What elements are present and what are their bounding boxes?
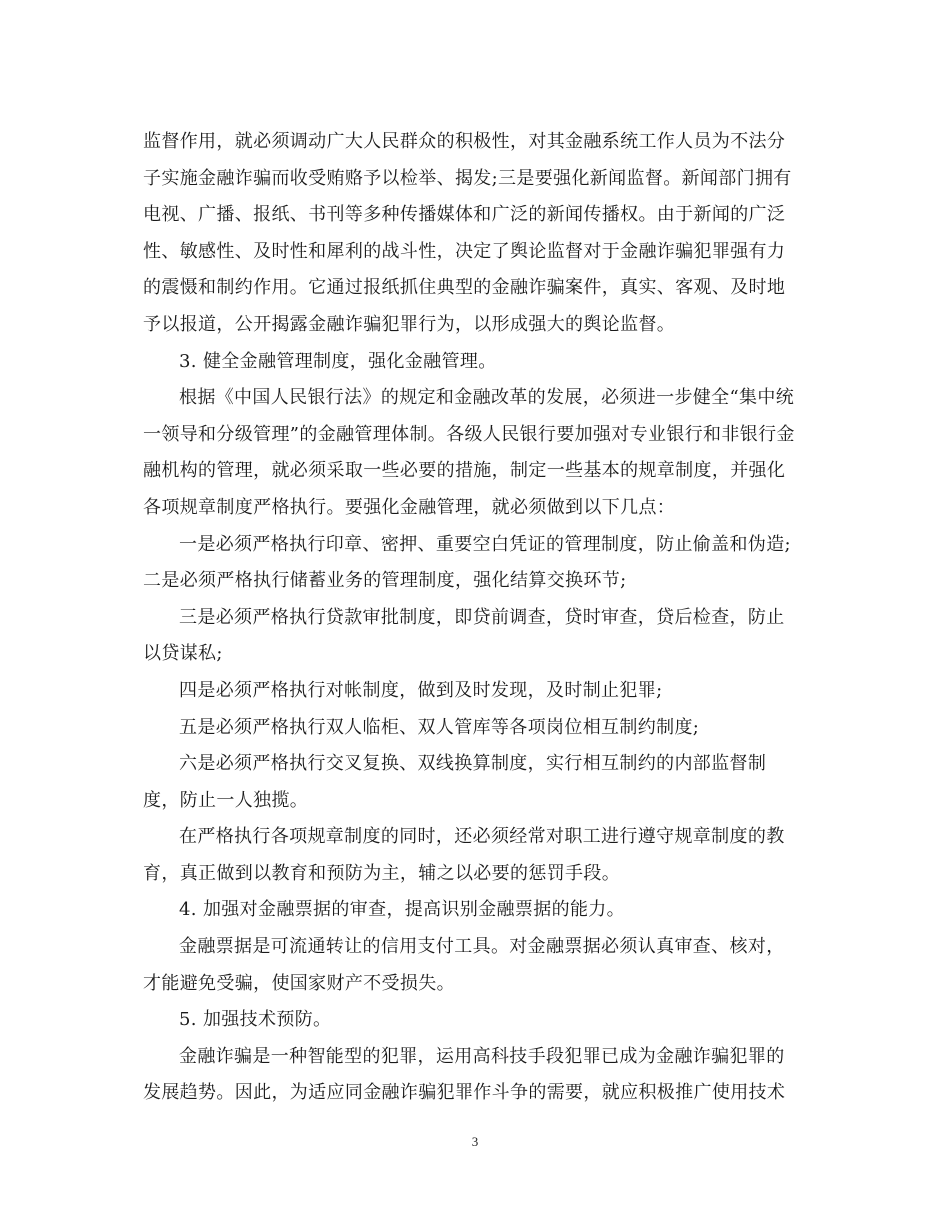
text-line: 三是必须严格执行贷款审批制度，即贷前调查，贷时审查，贷后检查，防止	[179, 606, 785, 628]
text-line: 一是必须严格执行印章、密押、重要空白凭证的管理制度，防止偷盖和伪造;	[179, 533, 791, 555]
text-line: 育，真正做到以教育和预防为主，辅之以必要的惩罚手段。	[143, 862, 621, 884]
body-text	[143, 124, 809, 1112]
text-line: 一领导和分级管理”的金融管理体制。各级人民银行要加强对专业银行和非银行金	[143, 423, 795, 445]
text-line: 度，防止一人独揽。	[143, 789, 309, 811]
text-line: 的震慑和制约作用。它通过报纸抓住典型的金融诈骗案件，真实、客观、及时地	[143, 277, 786, 299]
text-line: 予以报道，公开揭露金融诈骗犯罪行为，以形成强大的舆论监督。	[143, 313, 676, 335]
text-line: 发展趋势。因此，为适应同金融诈骗犯罪作斗争的需要，就应积极推广使用技术	[143, 1082, 786, 1104]
text-line: 3. 健全金融管理制度，强化金融管理。	[179, 350, 497, 372]
text-line: 金融诈骗是一种智能型的犯罪，运用高科技手段犯罪已成为金融诈骗犯罪的	[179, 1045, 785, 1067]
text-line: 六是必须严格执行交叉复换、双线换算制度，实行相互制约的内部监督制	[179, 753, 767, 775]
text-line: 4. 加强对金融票据的审查，提高识别金融票据的能力。	[179, 899, 625, 921]
text-line: 子实施金融诈骗而收受贿赂予以检举、揭发;三是要强化新闻监督。新闻部门拥有	[143, 167, 792, 189]
text-line: 五是必须严格执行双人临柜、双人管库等各项岗位相互制约制度;	[179, 716, 700, 738]
text-line: 在严格执行各项规章制度的同时，还必须经常对职工进行遵守规章制度的教	[179, 826, 785, 848]
text-line: 融机构的管理，就必须采取一些必要的措施，制定一些基本的规章制度，并强化	[143, 460, 786, 482]
text-line: 以贷谋私;	[143, 643, 223, 665]
text-line: 根据《中国人民银行法》的规定和金融改革的发展，必须进一步健全“集中统	[179, 387, 795, 409]
text-line: 各项规章制度严格执行。要强化金融管理，就必须做到以下几点：	[143, 496, 676, 518]
text-line: 性、敏感性、及时性和犀利的战斗性，决定了舆论监督对于金融诈骗犯罪强有力	[143, 240, 786, 262]
text-line: 才能避免受骗，使国家财产不受损失。	[143, 972, 455, 994]
text-line: 监督作用，就必须调动广大人民群众的积极性，对其金融系统工作人员为不法分	[143, 131, 786, 152]
text-line: 金融票据是可流通转让的信用支付工具。对金融票据必须认真审查、核对，	[179, 936, 785, 958]
text-line: 5. 加强技术预防。	[179, 1009, 332, 1031]
text-line: 电视、广播、报纸、书刊等多种传播媒体和广泛的新闻传播权。由于新闻的广泛	[143, 204, 786, 226]
text-line: 二是必须严格执行储蓄业务的管理制度，强化结算交换环节;	[143, 570, 627, 592]
page-number: 3	[471, 1134, 479, 1149]
text-line: 四是必须严格执行对帐制度，做到及时发现，及时制止犯罪;	[179, 679, 663, 701]
